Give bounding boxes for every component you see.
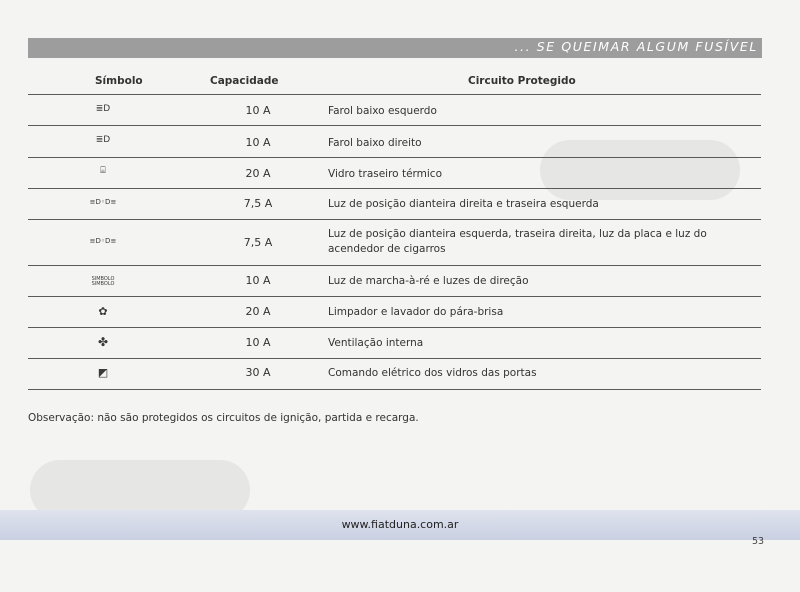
protected-circuit: Luz de posição dianteira esquerda, traseira direita, luz da placa e luz do acendedor de cigarros: [328, 228, 707, 255]
page-number: 53: [752, 536, 765, 547]
table-row: [28, 220, 761, 265]
protected-circuit: Farol baixo esquerdo: [328, 105, 437, 117]
website-link[interactable]: www.fiatduna.com.ar: [341, 518, 459, 531]
protected-circuit: Limpador e lavador do pára-brisa: [328, 306, 504, 318]
power-window-icon: ◩: [97, 366, 109, 379]
wiper-washer-icon: ✿: [98, 305, 108, 318]
fuse-capacity: 10 A: [245, 104, 271, 117]
fuse-capacity: 10 A: [245, 136, 271, 149]
table-divider: [28, 389, 761, 390]
column-header-symbol: Símbolo: [95, 75, 143, 87]
fuse-capacity: 20 A: [245, 167, 271, 180]
column-header-capacity: Capacidade: [210, 75, 279, 87]
fuse-capacity: 10 A: [245, 336, 271, 349]
fuse-capacity: 10 A: [245, 274, 271, 287]
column-header-circuit: Circuito Protegido: [468, 75, 576, 87]
section-title: ... SE QUEIMAR ALGUM FUSÍVEL: [514, 39, 758, 54]
position-lights-icon: ≡D◦D≡: [89, 198, 117, 206]
table-row: [28, 359, 761, 389]
table-row: [28, 126, 761, 157]
section-header-bar: [28, 38, 762, 58]
fan-icon: ✤: [97, 335, 109, 349]
low-beam-right-icon: ≣D: [95, 135, 111, 145]
low-beam-left-icon: ≣D: [95, 104, 111, 114]
protected-circuit: Luz de posição dianteira direita e traseira esquerda: [328, 198, 599, 210]
protected-circuit: Vidro traseiro térmico: [328, 168, 442, 180]
observation-note: Observação: não são protegidos os circuitos de ignição, partida e recarga.: [28, 412, 419, 424]
protected-circuit: Luz de marcha-à-ré e luzes de direção: [328, 275, 529, 287]
fuse-capacity: 7,5 A: [243, 236, 273, 249]
rear-defrost-icon: ⌸: [100, 166, 106, 176]
table-row: [28, 266, 761, 296]
fuse-capacity: 30 A: [245, 366, 271, 379]
table-row: [28, 297, 761, 327]
fuse-capacity: 7,5 A: [243, 197, 273, 210]
protected-circuit: Comando elétrico dos vidros das portas: [328, 367, 537, 379]
table-row: [28, 95, 761, 125]
protected-circuit: Ventilação interna: [328, 337, 424, 349]
table-row: [28, 158, 761, 188]
protected-circuit: Farol baixo direito: [328, 137, 422, 149]
position-lights-icon: ≡D◦D≡: [89, 237, 117, 245]
table-row: [28, 328, 761, 358]
reverse-turn-signal-icon: SIMBOLO SIMBOLO: [91, 276, 115, 287]
fuse-capacity: 20 A: [245, 305, 271, 318]
table-row: [28, 189, 761, 219]
